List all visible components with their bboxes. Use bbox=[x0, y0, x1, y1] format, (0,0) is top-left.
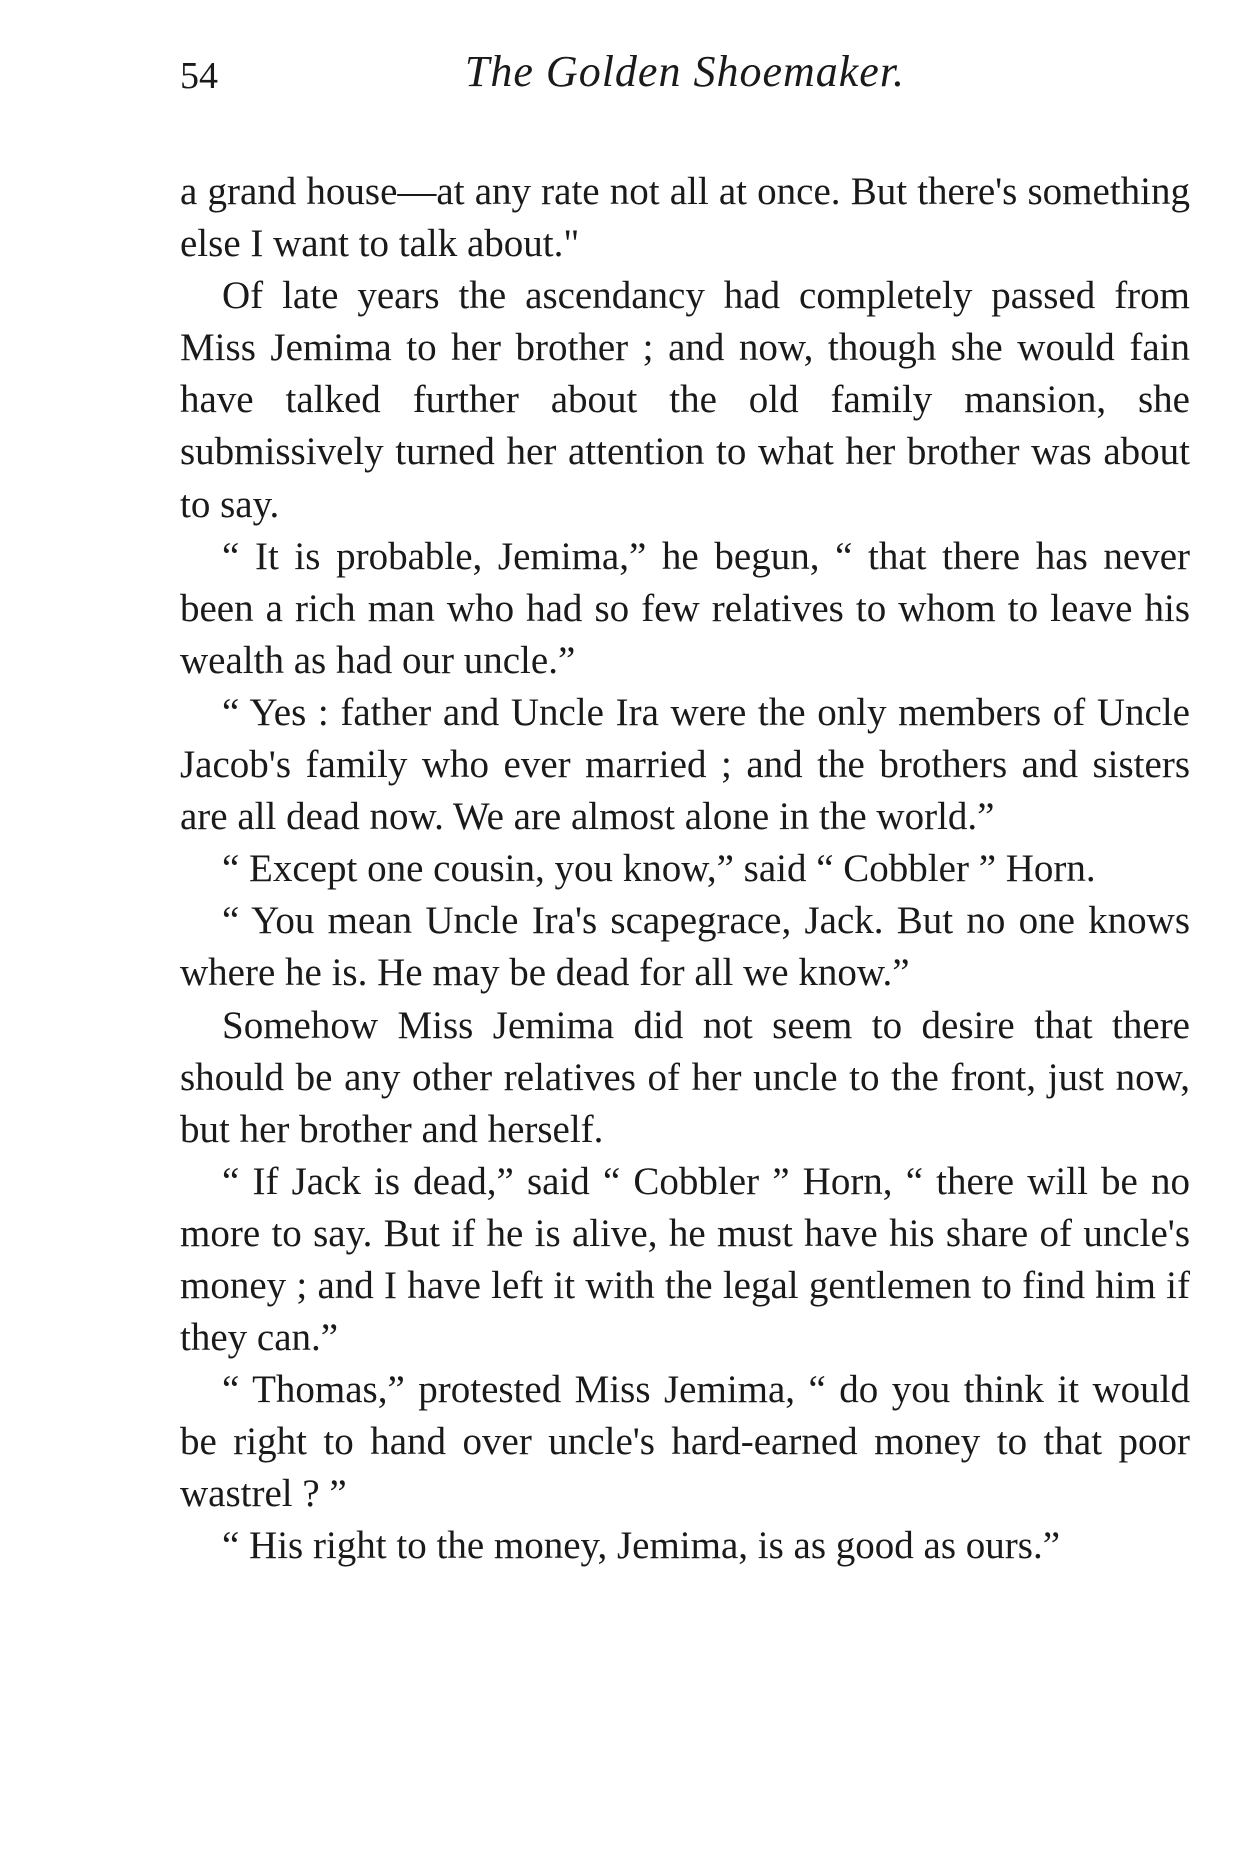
paragraph: “ You mean Uncle Ira's scapegrace, Jack. But no one knows where he is. He may be dead for all we know.” bbox=[180, 899, 1190, 995]
paragraph: a grand house—at any rate not all at once. But there's something else I want to talk about." bbox=[180, 170, 1190, 266]
paragraph: “ Except one cousin, you know,” said “ Cobbler ” Horn. bbox=[222, 847, 1096, 891]
page-number: 54 bbox=[180, 55, 218, 97]
paragraph: “ If Jack is dead,” said “ Cobbler ” Horn, “ there will be no more to say. But if he is alive, he must have his share of uncle's money ; and I have left it with the legal gentlemen to find him if they can.” bbox=[180, 1159, 1190, 1360]
paragraph: “ It is probable, Jemima,” he begun, “ that there has never been a rich man who had so few relatives to whom to leave his wealth as had our uncle.” bbox=[180, 534, 1190, 682]
paragraph: Of late years the ascendancy had completely passed from Miss Jemima to her brother ; and now, though she would fain have talked further about the old family mansion, she submissively turned her attention to what her brother was about to say. bbox=[180, 274, 1190, 526]
running-title: The Golden Shoemaker. bbox=[464, 47, 906, 96]
paragraph: “ His right to the money, Jemima, is as good as ours.” bbox=[222, 1524, 1061, 1568]
book-page bbox=[180, 40, 1190, 1573]
body-text bbox=[180, 166, 1190, 1573]
paragraph: “ Thomas,” protested Miss Jemima, “ do you think it would be right to hand over uncle's hard-earned money to that poor wastrel ? ” bbox=[180, 1368, 1190, 1516]
running-head bbox=[180, 40, 1190, 110]
paragraph: Somehow Miss Jemima did not seem to desire that there should be any other relatives of her uncle to the front, just now, but her brother and herself. bbox=[180, 1003, 1190, 1151]
paragraph: “ Yes : father and Uncle Ira were the only members of Uncle Jacob's family who ever married ; and the brothers and sisters are all dead now. We are almost alone in the world.” bbox=[180, 690, 1190, 839]
